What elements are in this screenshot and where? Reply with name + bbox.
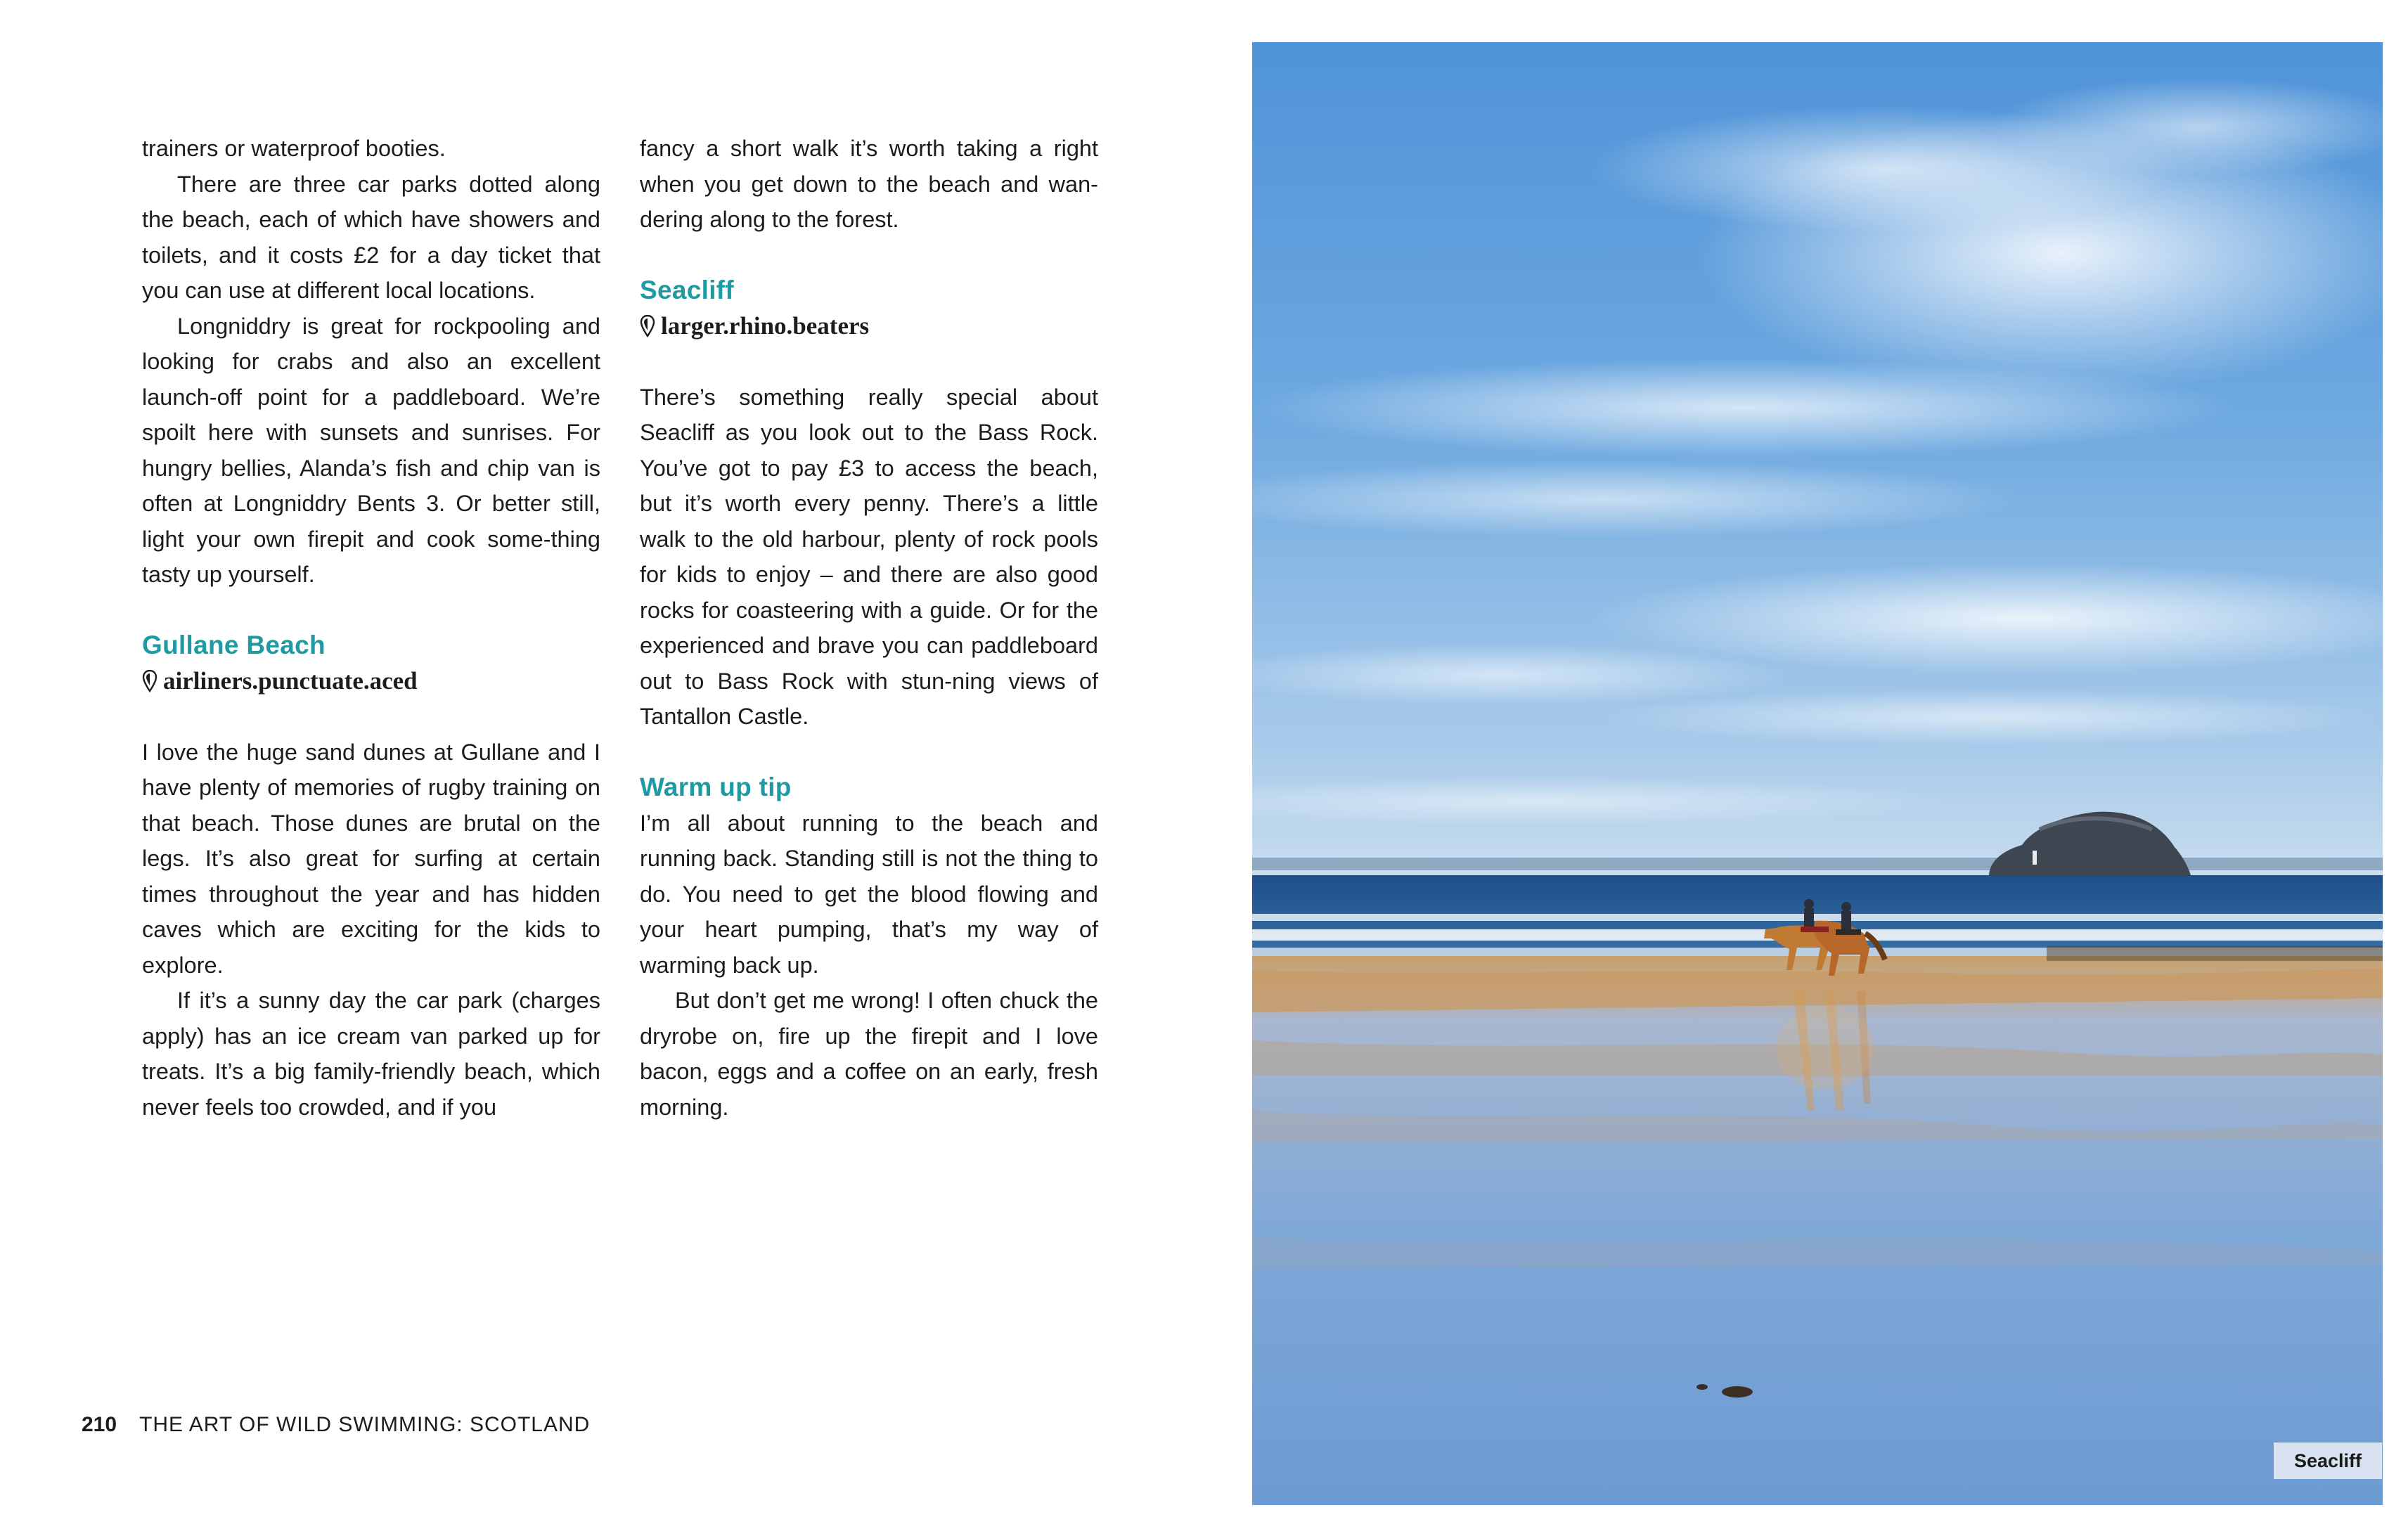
paragraph: I’m all about running to the beach and running back. Standing still is not the thing to do. You need to get the blood flowing and your heart pumping, that’s my way of warming back up. (640, 810, 1098, 978)
seacliff-photo (1252, 42, 2383, 1505)
paragraph: fancy a short walk it’s worth taking a right when you get down to the beach and wan-dering along to the forest. (640, 136, 1098, 232)
what3words-address: airliners.punctuate.aced (163, 666, 418, 695)
beach-photo-illustration (1252, 42, 2383, 1505)
paragraph: There’s something really special about Seacliff as you look out to the Bass Rock. You’ve got to pay £3 to access the beach, but it’s worth every penny. There’s a little walk to the old harbour, plenty of rock pools for kids to enjoy – and there are also good rocks for coasteering with a guide. Or for the experienced and brave you can paddleboard out to Bass Rock with stun-ning views of Tantallon Castle. (640, 384, 1098, 729)
section-heading-gullane: Gullane Beach (142, 631, 326, 659)
paragraph: If it’s a sunny day the car park (charges apply) has an ice cream van parked up for treats. It’s a big family-friendly beach, which never feels too crowded, and if you (142, 988, 600, 1120)
page-footer (82, 1411, 590, 1439)
page-number: 210 (82, 1413, 117, 1436)
paragraph: There are three car parks dotted along the beach, each of which have showers and toilets, and it costs £2 for a day ticket that you can use at different local locations. (142, 171, 600, 303)
location-pin-icon (640, 315, 655, 337)
section-heading-warm-up-tip: Warm up tip (640, 773, 792, 801)
book-title: THE ART OF WILD SWIMMING: SCOTLAND (139, 1413, 591, 1436)
paragraph: Longniddry is great for rockpooling and looking for crabs and also an excellent launch-off point for a paddleboard. We’re spoilt here with sunsets and sunrises. For hungry bellies, Alanda’s fish and chip van is often at Longniddry Bents 3. Or better still, light your own firepit and cook some-thing tasty up yourself. (142, 313, 600, 587)
text-column-right (640, 131, 1098, 1125)
what3words-location (142, 664, 600, 699)
paragraph: trainers or waterproof booties. (142, 136, 446, 161)
what3words-address: larger.rhino.beaters (661, 311, 870, 340)
paragraph: I love the huge sand dunes at Gullane and I have plenty of memories of rugby training on that beach. Those dunes are brutal on the legs. It’s also great for surfing at certain times throughout the year and has hidden caves which are exciting for the kids to explore. (142, 739, 600, 978)
location-pin-icon (142, 670, 157, 692)
what3words-location (640, 309, 1098, 344)
photo-caption: Seacliff (2274, 1443, 2382, 1479)
section-heading-seacliff: Seacliff (640, 276, 735, 304)
paragraph: But don’t get me wrong! I often chuck the dryrobe on, fire up the firepit and I love bacon, eggs and a coffee on an early, fresh morning. (640, 988, 1098, 1120)
text-column-left (142, 131, 600, 1125)
